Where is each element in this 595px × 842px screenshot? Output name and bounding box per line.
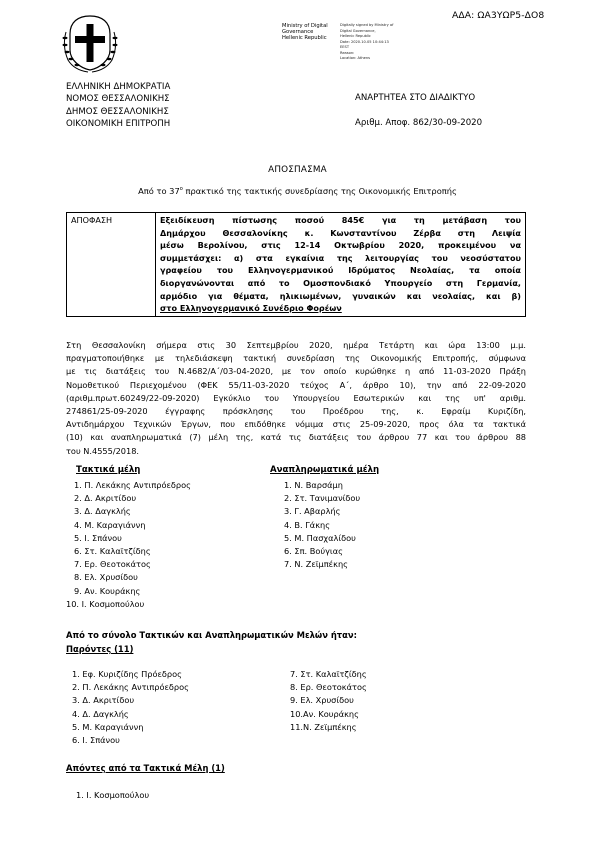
list-item: 1. Ν. Βαρσάμη	[284, 480, 343, 490]
list-item: 5. Μ. Καραγιάννη	[72, 721, 144, 732]
list-item: 3. Δ. Δαγκλής	[74, 506, 131, 517]
signature-issuer: Ministry of Digital Governance Hellenic Republic	[282, 23, 328, 41]
decision-table	[66, 212, 526, 317]
signature-details: Digitally signed by Ministry of Digital Governance, Hellenic Republic Date: 2020.10.05 10:44:13 EEST Reason: Location: Athens	[340, 23, 394, 60]
list-item: 10. Ι. Κοσμοπούλου	[66, 598, 145, 609]
list-item: 4. Δ. Δαγκλής	[72, 708, 129, 719]
regular-members-heading: Τακτικά μέλη	[76, 465, 141, 475]
list-item: 11.Ν. Ζεϊμπέκης	[290, 721, 357, 732]
list-item: 6. Σπ. Βούγιας	[284, 546, 343, 557]
decision-subject: Εξειδίκευση πίστωσης ποσού 845€ για τη μετάβαση του Δημάρχου Θεσσαλονίκης κ. Κωνσταντίνου Ζέρβα στη Λειψία μέσω Βερολίνου, στις 12-14 Οκτωβρίου 2020, προκειμένου να συμμετάσχει: α) στα εγκαίνια της λειτουργίας του νεοσύστατου γραφείου του Ελληνογερμανικού Ιδρύματος Νεολαίας, τα οποία διοργανώνονται από το Ομοσπονδιακό Υπουργείο στη Γερμανία, αρμόδιο για θέματα, ηλικιωμένων, γυναικών και νεολαίας, και β) στο Ελληνογερμανικό Συνέδριο Φορέων	[156, 213, 526, 317]
list-item: 8. Ερ. Θεοτοκάτος	[290, 682, 367, 693]
list-item: 4. Β. Γάκης	[284, 519, 331, 530]
absent-heading: Απόντες από τα Τακτικά Μέλη (1)	[66, 763, 225, 773]
document-title: ΑΠΟΣΠΑΣΜΑ	[268, 165, 327, 175]
list-item: 2. Δ. Ακριτίδου	[74, 493, 137, 504]
decision-label: ΑΠΟΦΑΣΗ	[67, 213, 156, 317]
list-item: 3. Δ. Ακριτίδου	[72, 695, 135, 706]
present-list-left	[72, 668, 189, 747]
absent-list	[76, 789, 149, 802]
list-item: 10.Αν. Κουράκης	[290, 708, 359, 719]
substitute-members-heading: Αναπληρωματικά μέλη	[270, 465, 380, 475]
present-heading: Παρόντες (11)	[66, 644, 134, 654]
list-item: 7. Ν. Ζεϊμπέκης	[284, 559, 348, 570]
list-item: 8. Ελ. Χρυσίδου	[74, 572, 138, 583]
list-item: 2. Π. Λεκάκης Αντιπρόεδρος	[72, 682, 189, 693]
list-item: 4. Μ. Καραγιάννη	[74, 519, 146, 530]
list-item: 7. Ερ. Θεοτοκάτος	[74, 559, 151, 570]
list-item: 1. Π. Λεκάκης Αντιπρόεδρος	[74, 480, 191, 490]
list-item: 5. Μ. Πασχαλίδου	[284, 532, 356, 543]
list-item: 9. Ελ. Χρυσίδου	[290, 695, 354, 706]
document-subtitle: Από το $37^o$ πρακτικό της τακτικής συνεδρίασης της Οικονομικής Επιτροπής	[138, 186, 457, 196]
present-intro: Από το σύνολο Τακτικών και Αναπληρωματικών Μελών ήταν:	[66, 630, 357, 640]
list-item: 6. Ι. Σπάνου	[72, 735, 120, 746]
substitute-members-list	[284, 479, 360, 571]
list-item: 7. Στ. Καλαϊτζίδης	[290, 669, 367, 679]
list-item: 3. Γ. Αβαρλής	[284, 506, 341, 517]
regular-members-list	[66, 479, 191, 611]
authority-header: ΕΛΛΗΝΙΚΗ ΔΗΜΟΚΡΑΤΙΑ ΝΟΜΟΣ ΘΕΣΣΑΛΟΝΙΚΗΣ ΔΗΜΟΣ ΘΕΣΣΑΛΟΝΙΚΗΣ ΟΙΚΟΝΟΜΙΚΗ ΕΠΙΤΡΟΠΗ	[66, 82, 171, 130]
ada-code: ΑΔΑ: ΩΑ3ΥΩΡ5-ΔΟ8	[452, 10, 545, 21]
list-item: 1. Εφ. Κυριζίδης Πρόεδρος	[72, 669, 182, 679]
list-item: 1. Ι. Κοσμοπούλου	[76, 790, 150, 800]
decision-number: Αριθμ. Αποφ. 862/30-09-2020	[355, 118, 483, 128]
list-item: 9. Αν. Κουράκης	[74, 585, 141, 596]
list-item: 6. Στ. Καλαϊτζίδης	[74, 546, 151, 557]
intro-paragraph: Στη Θεσσαλονίκη σήμερα στις 30 Σεπτεμβρίου 2020, ημέρα Τετάρτη και ώρα 13:00 μ.μ. πραγματοποιήθηκε με τηλεδιάσκεψη τακτική συνεδρίαση της Οικονομικής Επιτροπής, σύμφωνα με τις διατάξεις του Ν.4682/Α΄/03-04-2020, με τον οποίο κυρώθηκε η από 11-03-2020 Πράξη Νομοθετικού Περιεχομένου (ΦΕΚ 55/11-03-2020 τεύχος Α΄, άρθρο 10), την από 22-09-2020 (αριθμ.πρωτ.60249/22-09-2020) Εγκύκλιο του Υπουργείου Εσωτερικών και της υπ' αριθμ. 274861/25-09-2020 έγγραφης πρόσκλησης του Προέδρου της, κ. Εφραίμ Κυριζίδη, Αντιδημάρχου Τεχνικών Έργων, που επιδόθηκε νόμιμα στις 25-09-2020, προς όλα τα τακτικά (10) και αναπληρωματικά (7) μέλη της, κατά τις διατάξεις του άρθρου 77 και του άρθρου 88 του Ν.4555/2018.	[66, 340, 526, 456]
list-item: 2. Στ. Τανιμανίδου	[284, 493, 361, 504]
list-item: 5. Ι. Σπάνου	[74, 532, 122, 543]
present-list-right	[290, 668, 367, 734]
posting-note: ΑΝΑΡΤΗΤΕΑ ΣΤΟ ΔΙΑΔΙΚΤΥΟ	[355, 93, 476, 103]
greek-emblem-icon	[60, 12, 120, 74]
